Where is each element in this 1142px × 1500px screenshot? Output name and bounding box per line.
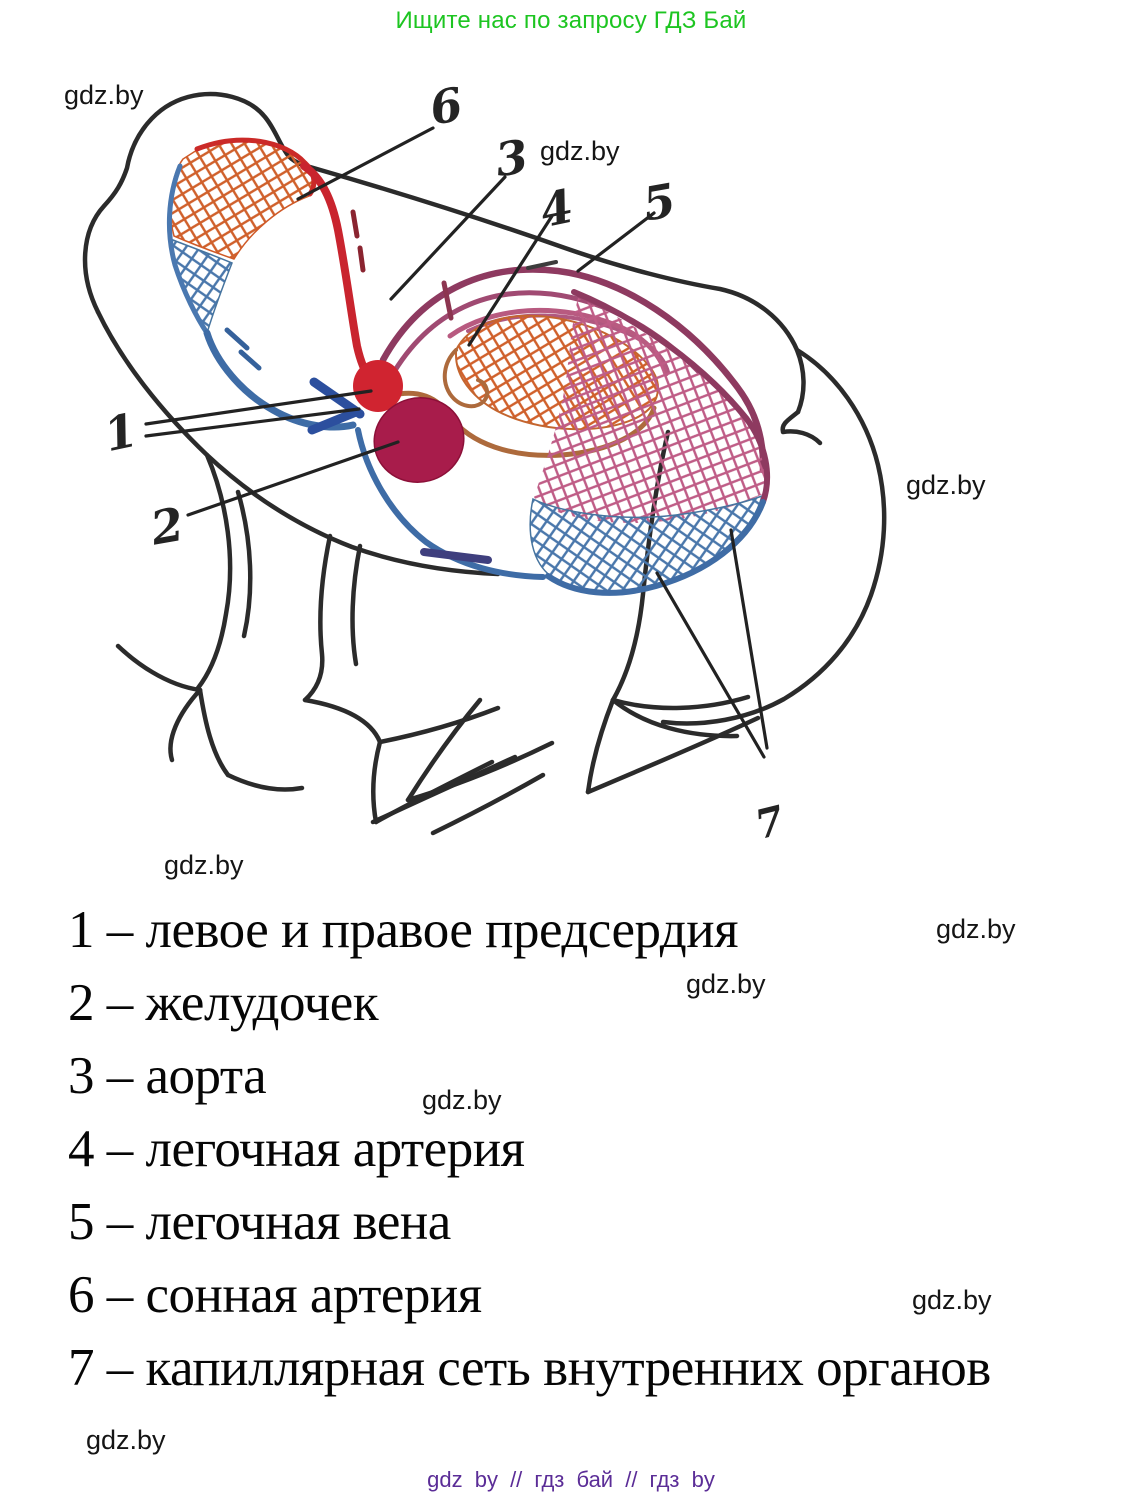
watermark-gdzby: gdz.by: [64, 80, 144, 110]
legend-item-2: 2 – желудочек: [68, 974, 379, 1032]
vein-flow-dashes: [227, 330, 259, 368]
legend-item-6: 6 – сонная артерия: [68, 1266, 482, 1324]
label-4: 4: [535, 178, 578, 239]
legend-item-4: 4 – легочная артерия: [68, 1120, 525, 1178]
label-6: 6: [425, 76, 467, 136]
legend-list: [68, 894, 1128, 1405]
watermark-gdzby: gdz.by: [906, 470, 986, 500]
pointer-line-2: [188, 442, 398, 515]
watermark-gdzby: gdz.by: [686, 969, 766, 999]
label-3: 3: [492, 129, 532, 188]
label-2: 2: [146, 496, 188, 556]
watermark-gdzby: gdz.by: [540, 136, 620, 166]
label-7: 7: [750, 796, 789, 850]
promo-banner-text: Ищите нас по запросу ГДЗ Бай: [395, 7, 747, 34]
legend-item-3: 3 – аорта: [68, 1047, 267, 1105]
legend-item-7: 7 – капиллярная сеть внутренних органов: [68, 1339, 991, 1397]
carotid-flow-dashes: [353, 212, 363, 270]
watermark-gdzby: gdz.by: [164, 850, 244, 880]
legend-item-1: 1 – левое и правое предсердия: [68, 901, 738, 959]
head-net-arterial-part: [170, 141, 314, 259]
watermark-gdzby: gdz.by: [936, 914, 1016, 944]
watermark-gdzby: gdz.by: [422, 1085, 502, 1115]
footer-site-text: gdz by // гдз бай // гдз by: [427, 1467, 715, 1492]
watermark-gdzby: gdz.by: [912, 1285, 992, 1315]
pointer-line-6: [298, 128, 433, 199]
carotid-artery: [304, 166, 373, 383]
head-capillary-network: [169, 140, 314, 333]
abdominal-flow-dash: [424, 552, 488, 560]
legend-item-5: 5 – легочная вена: [68, 1193, 451, 1251]
watermark-gdzby: gdz.by: [86, 1425, 166, 1455]
label-1: 1: [99, 402, 142, 463]
label-5: 5: [638, 172, 680, 232]
